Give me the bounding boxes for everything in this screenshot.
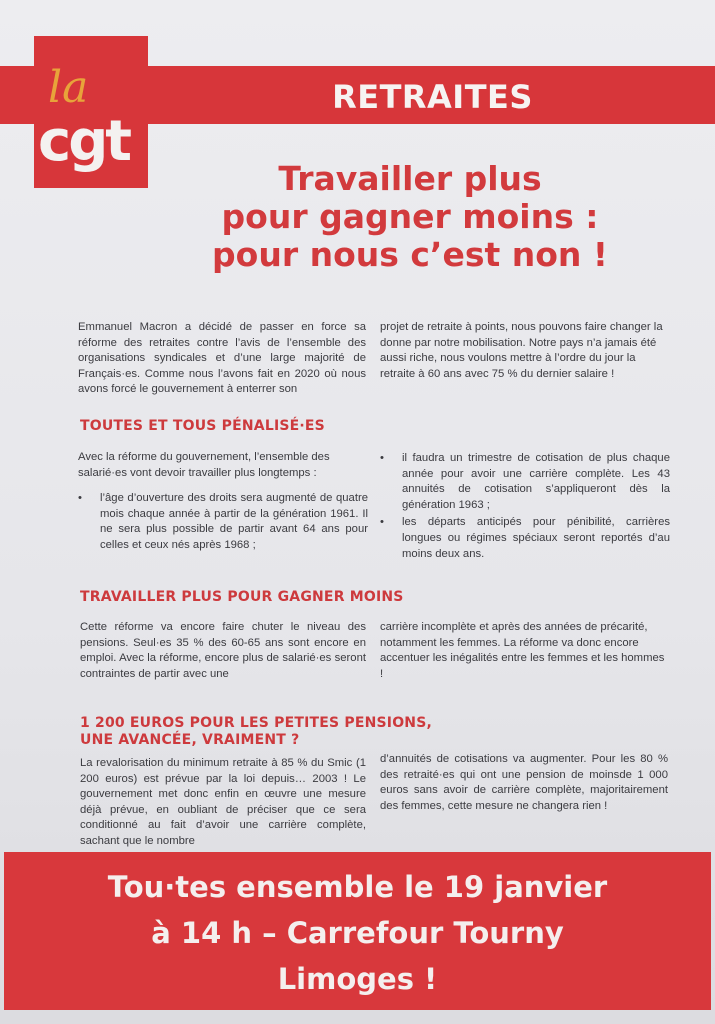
section-3-right-column: d’annuités de cotisations va augmenter. Pour les 80 % des retraité·es qui ont une pension de moinsde 1 000 euros sans avoir de carrière complète, majoritairement des femmes, cette mesure ne changera rien ! xyxy=(380,753,668,812)
headline-line-2: pour gagner moins : xyxy=(221,197,599,236)
list-item: • les départs anticipés pour pénibilité, carrières longues ou régimes spéciaux seront reportés d’au moins deux ans. xyxy=(380,516,670,560)
section-2-right-column: carrière incomplète et après des années de précarité, notamment les femmes. La réforme va donc encore accentuer les inégalités entre les femmes et les hommes ! xyxy=(380,621,665,680)
section-1-left-column xyxy=(78,450,368,554)
section-3-title xyxy=(80,715,432,749)
headline xyxy=(160,160,660,274)
list-item: • l’âge d’ouverture des droits sera augmenté de quatre mois chaque année à partir de la génération 1961. Il ne sera plus possible de partir avant 64 ans pour celles et ceux nés après 1968 ; xyxy=(78,492,368,551)
bullet-icon: • xyxy=(78,492,82,505)
section-3-title-line-2: UNE AVANCÉE, VRAIMENT ? xyxy=(80,732,300,748)
section-3-left-column: La revalorisation du minimum retraite à 85 % du Smic (1 200 euros) est prévue par la loi depuis… 2003 ! Le gouvernement met donc enfin en œuvre une mesure déjà prévue, en oubliant de préciser que ce sera conditionné au fait d’avoir une carrière complète, sachant que le nombre xyxy=(80,757,366,847)
footer-line-3: Limoges ! xyxy=(277,962,438,996)
logo-la-text: la xyxy=(48,62,89,113)
list-item: • il faudra un trimestre de cotisation de plus chaque année pour avoir une carrière complète. Les 43 annuités de cotisation s’appliqueront dès la génération 1963 ; xyxy=(380,452,670,511)
section-1-right-column xyxy=(380,451,670,562)
cgt-logo xyxy=(34,36,148,188)
headline-line-3: pour nous c’est non ! xyxy=(212,235,608,274)
footer-line-1: Tou·tes ensemble le 19 janvier xyxy=(107,870,608,904)
intro-right-column: projet de retraite à points, nous pouvons faire changer la donne par notre mobilisation. Notre pays n’a jamais été aussi riche, nous voulons mettre à l’ordre du jour la retraite à 60 ans avec 75 % du dernier salaire ! xyxy=(380,321,663,380)
headline-line-1: Travailler plus xyxy=(278,159,542,198)
logo-cgt-text: cgt xyxy=(38,109,130,174)
banner-title: RETRAITES xyxy=(332,78,533,116)
intro-left-column: Emmanuel Macron a décidé de passer en force sa réforme des retraites contre l’avis de l’ensemble des organisations syndicales et d’une large majorité de Français·es. Comme nous l’avons fait en 2020 où nous avons forcé le gouvernement à enterrer son xyxy=(78,321,366,396)
section-2-left-column: Cette réforme va encore faire chuter le niveau des pensions. Seul·es 35 % des 60-65 ans sont encore en emploi. Avec la réforme, encore plus de salarié·es seront contraintes de partir avec une xyxy=(80,621,366,680)
bullet-icon: • xyxy=(380,516,384,529)
section-3-title-line-1: 1 200 EUROS POUR LES PETITES PENSIONS, xyxy=(80,715,433,731)
section-2-title: TRAVAILLER PLUS POUR GAGNER MOINS xyxy=(80,589,404,605)
footer-call-to-action xyxy=(4,864,711,1002)
section-1-title: TOUTES ET TOUS PÉNALISÉ·ES xyxy=(80,418,325,434)
bullet-icon: • xyxy=(380,452,384,464)
footer-line-2: à 14 h – Carrefour Tourny xyxy=(151,916,564,950)
section-1-bullets-left xyxy=(78,491,368,553)
section-1-bullets-right xyxy=(380,451,670,562)
section-1-intro: Avec la réforme du gouvernement, l’ensemble des salarié·es vont devoir travailler plus longtemps : xyxy=(78,451,330,479)
